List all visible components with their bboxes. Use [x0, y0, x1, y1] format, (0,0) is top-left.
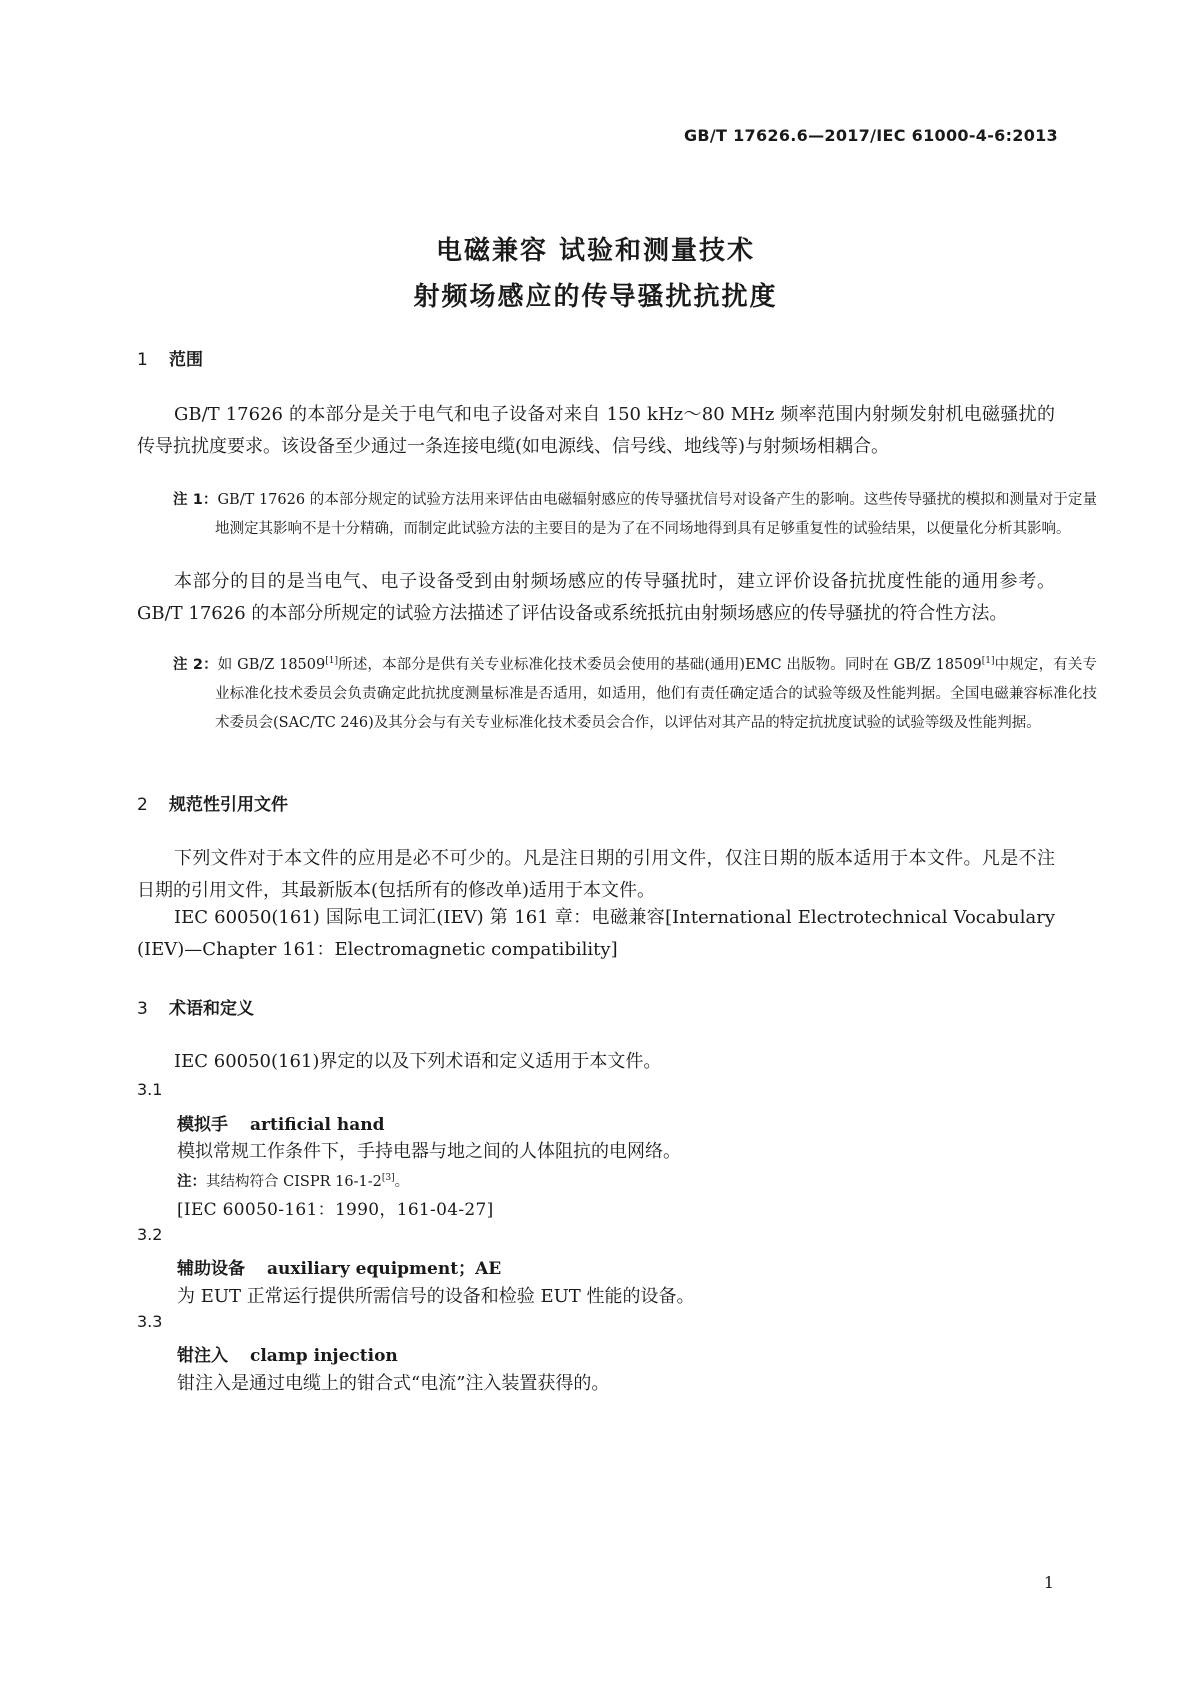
term-heading: [177, 1254, 501, 1279]
note-text: 所述，本部分是供有关专业标准化技术委员会使用的基础(通用)EMC 出版物。同时在 GB/Z 18509: [337, 657, 982, 673]
section-2-heading: [137, 790, 288, 815]
section-2-paragraph-1: 下列文件对于本文件的应用是必不可少的。凡是注日期的引用文件，仅注日期的版本适用于本文件。凡是不注日期的引用文件，其最新版本(包括所有的修改单)适用于本文件。: [137, 848, 1055, 901]
section-1-paragraph-1: GB/T 17626 的本部分是关于电气和电子设备对来自 150 kHz～80 MHz 频率范围内射频发射机电磁骚扰的传导抗扰度要求。该设备至少通过一条连接电缆(如电源线、信号线、地线等)与射频场相耦合。: [137, 404, 1055, 457]
term-number: 3.1: [137, 1080, 163, 1099]
term-number: 3.2: [137, 1225, 163, 1244]
note-text: GB/T 17626 的本部分规定的试验方法用来评估由电磁辐射感应的传导骚扰信号对设备产生的影响。这些传导骚扰的模拟和测量对于定量地测定其影响不是十分精确，而制定此试验方法的主要目的是为了在不同场地得到具有足够重复性的试验结果，以便量化分析其影响。: [215, 492, 1098, 537]
standard-number: GB/T 17626.6—2017/IEC 61000-4-6:2013: [683, 126, 1058, 145]
note-text: 中规定，有关专业标准化技术委员会负责确定此抗扰度测量标准是否适用，如适用，他们有责任确定适合的试验等级及性能判据。全国电磁兼容标准化技术委员会(SAC/TC 246)及其分会与有关专业标准化技术委员会合作，以评估对其产品的特定抗扰度试验的试验等级及性能判据。: [215, 657, 1098, 731]
term-definition: 模拟常规工作条件下，手持电器与地之间的人体阻抗的电网络。: [177, 1141, 681, 1162]
term-note: [177, 1170, 409, 1191]
section-number: 3: [137, 999, 148, 1019]
section-2-reference: IEC 60050(161) 国际电工词汇(IEV) 第 161 章：电磁兼容[International Electrotechnical Vocabulary (IEV)—Chapter 161：Electromagnetic compatibility]: [137, 907, 1055, 960]
term-english: auxiliary equipment；AE: [267, 1259, 502, 1279]
term-definition: 为 EUT 正常运行提供所需信号的设备和检验 EUT 性能的设备。: [177, 1286, 695, 1307]
section-1-heading: [137, 345, 203, 370]
term-source: [IEC 60050-161：1990，161-04-27]: [177, 1200, 494, 1220]
section-1-paragraph-2: 本部分的目的是当电气、电子设备受到由射频场感应的传导骚扰时，建立评价设备抗扰度性能的通用参考。GB/T 17626 的本部分所规定的试验方法描述了评估设备或系统抵抗由射频场感应的传导骚扰的符合性方法。: [137, 571, 1055, 624]
section-3-paragraph-1: IEC 60050(161)界定的以及下列术语和定义适用于本文件。: [174, 1051, 662, 1072]
note-label: 注 1：: [173, 492, 218, 508]
note-label: 注 2：: [173, 657, 218, 673]
note-2: [173, 651, 1097, 738]
term-english: artificial hand: [250, 1115, 385, 1135]
section-title: 范围: [169, 350, 203, 370]
term-chinese: 辅助设备: [177, 1259, 245, 1279]
page-number: 1: [1043, 1573, 1054, 1592]
section-number: 2: [137, 795, 148, 815]
term-heading: [177, 1110, 384, 1135]
note-end: 。: [394, 1174, 410, 1190]
reference-marker: [1]: [981, 656, 995, 667]
term-number: 3.3: [137, 1312, 163, 1331]
reference-marker: [1]: [325, 656, 338, 667]
reference-marker: [3]: [381, 1173, 395, 1184]
section-title: 规范性引用文件: [169, 795, 288, 815]
term-english: clamp injection: [250, 1346, 398, 1366]
term-heading: [177, 1341, 398, 1366]
section-3-heading: [137, 994, 254, 1019]
note-text: 其结构符合 CISPR 16-1-2: [206, 1174, 382, 1190]
note-label: 注：: [177, 1174, 206, 1190]
section-number: 1: [137, 350, 148, 370]
section-title: 术语和定义: [169, 999, 254, 1019]
note-1: [173, 486, 1097, 544]
note-text: 如 GB/Z 18509: [217, 657, 326, 673]
term-definition: 钳注入是通过电缆上的钳合式“电流”注入装置获得的。: [177, 1373, 610, 1394]
title-line-1: 电磁兼容 试验和测量技术: [435, 236, 756, 266]
title-line-2: 射频场感应的传导骚扰抗扰度: [413, 282, 778, 312]
term-chinese: 模拟手: [177, 1115, 228, 1135]
term-chinese: 钳注入: [177, 1346, 228, 1366]
